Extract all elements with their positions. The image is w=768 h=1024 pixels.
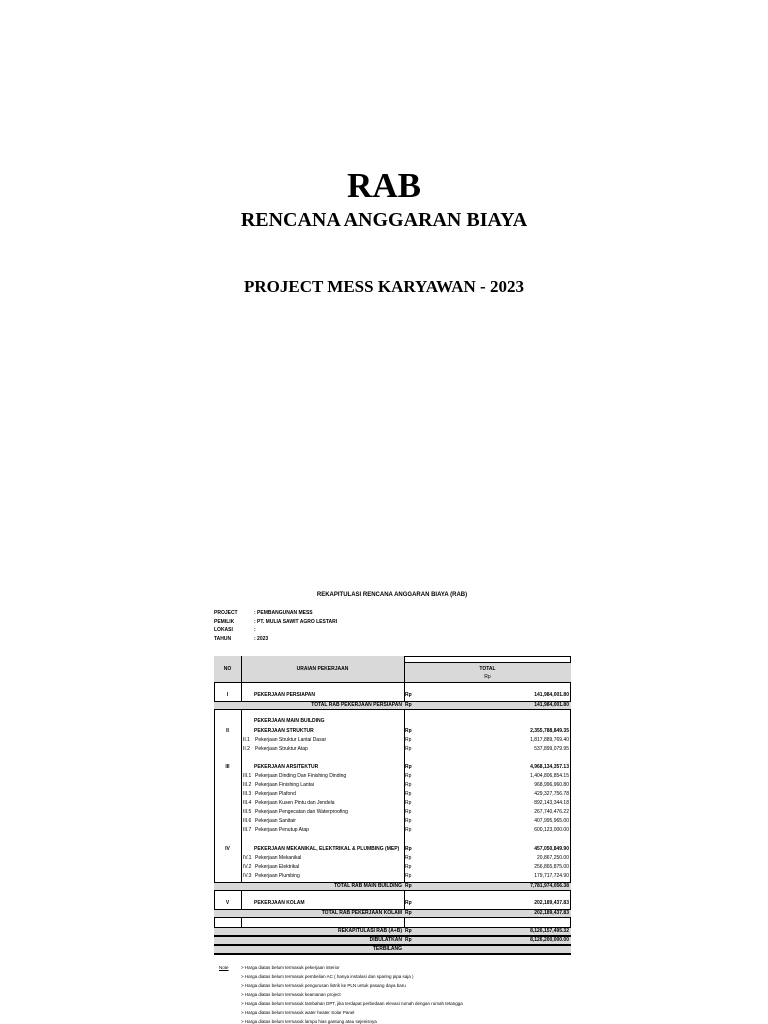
table-row — [214, 782, 571, 791]
currency: Rp — [405, 855, 412, 861]
total-row — [214, 936, 571, 945]
currency: Rp — [405, 928, 412, 934]
currency: Rp — [405, 910, 412, 916]
amount: 179,717,724.90 — [534, 873, 569, 879]
note-item: > Harga diatas belum termasuk keamanan project — [241, 992, 341, 997]
total-label: TOTAL RAB MAIN BUILDING — [333, 883, 402, 889]
info-row — [214, 636, 337, 645]
amount: 407,995,965.00 — [534, 818, 569, 824]
item-description: Pekerjaan Plumbing — [255, 873, 300, 879]
info-row — [214, 610, 337, 619]
table-row — [214, 773, 571, 782]
amount: 8,126,157,495.32 — [530, 928, 569, 934]
total-label: DIBULATKAN — [369, 937, 402, 943]
currency: Rp — [405, 692, 412, 698]
amount: 202,189,437.83 — [534, 900, 569, 906]
item-code: III.6 — [243, 818, 252, 824]
project-info — [214, 610, 337, 644]
currency: Rp — [405, 900, 412, 906]
item-code: III.7 — [243, 827, 252, 833]
item-description: Pekerjaan Penutup Atap — [255, 827, 309, 833]
currency: Rp — [405, 773, 412, 779]
cover-project-title: PROJECT MESS KARYAWAN - 2023 — [244, 277, 524, 296]
amount: 141,984,001.80 — [534, 702, 569, 708]
amount: 267,740,476.22 — [534, 809, 569, 815]
table-row — [214, 864, 571, 873]
table-row — [214, 764, 571, 773]
item-code: II.2 — [243, 746, 250, 752]
header-uraian: URAIAN PEKERJAAN — [241, 656, 404, 683]
total-row — [214, 882, 571, 891]
total-label: REKAPITULASI RAB (A+B) — [337, 928, 402, 934]
table-row — [214, 728, 571, 737]
info-row — [214, 619, 337, 628]
item-description: Pekerjaan Sanitair — [255, 818, 296, 824]
notes-list — [241, 963, 463, 1024]
item-code: III.1 — [243, 773, 252, 779]
currency: Rp — [405, 737, 412, 743]
info-label: TAHUN — [214, 635, 232, 642]
info-row — [214, 627, 337, 636]
table-row — [214, 746, 571, 755]
currency: Rp — [405, 937, 412, 943]
total-label: TOTAL RAB PEKERJAAN PERSIAPAN — [311, 702, 402, 708]
amount: 20,867,250.00 — [537, 855, 569, 861]
amount: 8,126,200,000.00 — [530, 937, 569, 943]
amount: 141,984,001.80 — [534, 692, 569, 698]
item-code: III.3 — [243, 791, 252, 797]
item-description: Pekerjaan Dinding Dan Finishing Dinding — [255, 773, 347, 779]
item-description: PEKERJAAN ARSITEKTUR — [254, 764, 319, 770]
note-item: > Harga diatas belum termasuk lampu hias gantung atau sejenisnya — [241, 1019, 377, 1024]
currency: Rp — [405, 846, 412, 852]
table-row — [214, 900, 571, 909]
info-value: : PEMBANGUNAN MESS — [254, 610, 313, 616]
item-description: Pekerjaan Mekanikal — [255, 855, 302, 861]
amount: 4,968,134,357.13 — [530, 764, 569, 770]
table-row — [214, 737, 571, 746]
amount: 256,865,875.00 — [534, 864, 569, 870]
table-row — [214, 692, 571, 701]
table-row — [214, 718, 571, 727]
item-description: PEKERJAAN MEKANIKAL, ELEKTRIKAL & PLUMBING (MEP) — [254, 846, 400, 852]
amount: 457,050,849.90 — [534, 846, 569, 852]
cover-title: RAB — [347, 166, 421, 205]
item-description: Pekerjaan Pengecatan dan Waterproofing — [255, 809, 348, 815]
item-code: III.2 — [243, 782, 252, 788]
currency: Rp — [405, 883, 412, 889]
table-row — [214, 818, 571, 827]
item-description: PEKERJAAN KOLAM — [254, 900, 305, 906]
currency: Rp — [405, 791, 412, 797]
info-value: : 2023 — [254, 635, 269, 642]
amount: 1,817,889,769.40 — [530, 737, 569, 743]
info-value: : PT. MULIA SAWIT AGRO LESTARI — [254, 618, 338, 625]
header-total-label: TOTAL — [479, 666, 496, 672]
currency: Rp — [405, 782, 412, 788]
item-description: Pekerjaan Elektrikal — [255, 864, 300, 870]
item-code: III.5 — [243, 809, 252, 815]
currency: Rp — [405, 764, 412, 770]
currency: Rp — [405, 827, 412, 833]
table-row — [214, 846, 571, 855]
info-label: PEMILIK — [214, 618, 235, 625]
total-row — [214, 701, 571, 710]
currency: Rp — [405, 746, 412, 752]
currency: Rp — [405, 873, 412, 879]
currency: Rp — [405, 728, 412, 734]
item-description: PEKERJAAN MAIN BUILDING — [254, 718, 325, 724]
amount: 1,404,806,854.15 — [530, 773, 569, 779]
cover-subtitle: RENCANA ANGGARAN BIAYA — [240, 209, 528, 231]
currency: Rp — [405, 800, 412, 806]
total-label: TOTAL RAB PEKERJAAN KOLAM — [321, 910, 402, 916]
amount: 537,899,079.95 — [534, 746, 569, 752]
row-number: I — [226, 692, 229, 698]
item-description: PEKERJAAN STRUKTUR — [254, 728, 314, 734]
info-label: LOKASI — [214, 627, 233, 633]
total-label: TERBILANG — [372, 946, 402, 952]
amount: 202,189,437.83 — [534, 910, 569, 916]
header-total — [404, 662, 571, 683]
table-row — [214, 809, 571, 818]
note-item: > Harga diatas belum termasuk pembelian AC ( hanya instalasi dan sparing pipa saja ) — [241, 974, 414, 979]
note-item: > Harga diatas belum termasuk pekerjaan interior — [241, 965, 340, 970]
amount: 968,996,960.80 — [534, 782, 569, 788]
item-code: IV.2 — [243, 864, 252, 870]
item-code: IV.3 — [243, 873, 252, 879]
table-row — [214, 827, 571, 836]
item-code: III.4 — [243, 800, 252, 806]
currency: Rp — [405, 702, 412, 708]
item-description: Pekerjaan Struktur Lantai Dasar — [255, 737, 327, 743]
note-item: > Harga diatas belum termasuk water heater Solar Panel — [241, 1010, 355, 1015]
item-code: II.1 — [243, 737, 250, 743]
currency: Rp — [405, 864, 412, 870]
amount: 429,327,756.78 — [534, 791, 569, 797]
currency: Rp — [405, 809, 412, 815]
row-number: II — [226, 728, 229, 734]
item-description: PEKERJAAN PERSIAPAN — [254, 692, 316, 698]
item-code: IV.1 — [243, 855, 252, 861]
table-row — [214, 873, 571, 882]
item-description: Pekerjaan Plafond — [255, 791, 296, 797]
table-row — [214, 855, 571, 864]
item-description: Pekerjaan Kusen Pintu dan Jendela — [255, 800, 335, 806]
amount: 600,123,000.00 — [534, 827, 569, 833]
table-row — [214, 800, 571, 809]
row-number: III — [225, 764, 230, 770]
info-label: PROJECT — [214, 610, 238, 616]
total-row — [214, 909, 571, 918]
row-number: V — [225, 900, 230, 906]
sheet-title: REKAPITULASI RENCANA ANGGARAN BIAYA (RAB) — [316, 592, 468, 598]
header-no: NO — [214, 656, 241, 683]
amount: 7,781,974,056.38 — [530, 883, 569, 889]
row-number: IV — [225, 846, 230, 852]
currency: Rp — [405, 818, 412, 824]
amount: 2,355,788,849.35 — [530, 728, 569, 734]
total-row — [214, 945, 571, 954]
item-description: Pekerjaan Finishing Lantai — [255, 782, 314, 788]
total-row — [214, 927, 571, 936]
amount: 892,143,344.18 — [534, 800, 569, 806]
notes-label: Note — [219, 965, 229, 970]
info-value: : — [254, 627, 256, 633]
table-row — [214, 791, 571, 800]
note-item: > Harga diatas belum termasuk tambahan DPT, jika terdapat perbedaan elevasi rumah dengan rumah tetangga — [241, 1001, 463, 1006]
note-item: > Harga diatas belum termasuk pengurusan listrik ke PLN untuk pasang daya baru — [241, 983, 406, 988]
header-currency: Rp — [484, 674, 491, 680]
item-description: Pekerjaan Struktur Atap — [255, 746, 308, 752]
